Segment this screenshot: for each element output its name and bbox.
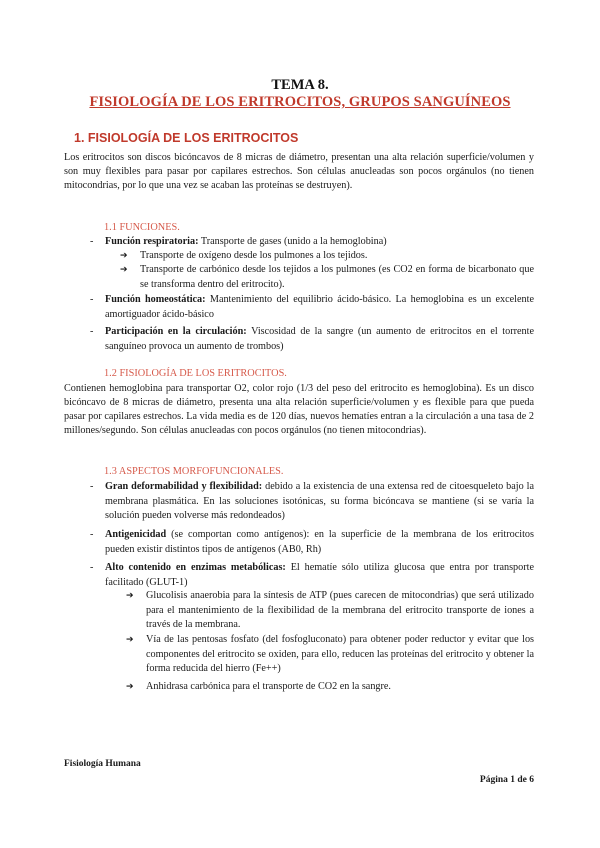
list-item [90,235,534,250]
arrow-icon: ➔ [126,591,134,601]
item-label: Gran deformabilidad y flexibilidad: [105,481,263,492]
dash-marker: - [90,562,94,573]
item-text: Mantenimiento del equilibrio ácido-básico. La hemoglobina es un excelente amortiguador ácido-básico [105,294,534,320]
sub-list-item [120,249,534,264]
arrow-icon: ➔ [120,251,128,261]
item-text: Transporte de gases (unido a la hemoglobina) [198,236,387,247]
subsection-heading-aspectos: 1.3 ASPECTOS MORFOFUNCIONALES. [104,466,284,477]
footer-page-number: Página 1 de 6 [479,775,534,785]
topic-number: TEMA 8. [271,77,329,93]
dash-marker: - [90,326,94,337]
sub-list-item [126,589,534,633]
arrow-icon: ➔ [126,682,134,692]
item-label: Función homeostática: [105,294,206,305]
intro-paragraph: Los eritrocitos son discos bicóncavos de 8 micras de diámetro, presentan una alta relación superficie/volumen y son muy flexibles para pasar por capilares estrechos. Son células anucleadas son pocos orgánulos (no tienen mitocondrias, por lo que una vez se acaban las proteínas se destruyen). [64,152,534,191]
list-item [90,325,534,354]
item-text: El hematíe sólo utiliza glucosa que entra por transporte facilitado (GLUT-1) [105,562,534,588]
dash-marker: - [90,529,94,540]
sub-item-text: Transporte de carbónico desde los tejidos a los pulmones (es CO2 en forma de bicarbonato que se transforma dentro del eritrocito). [140,264,534,290]
sub-item-text: Anhidrasa carbónica para el transporte de CO2 en la sangre. [146,681,391,692]
sub-list-item [126,633,534,677]
item-text: (se comportan como antígenos): en la superficie de la membrana de los eritrocitos pueden existir distintos tipos de antígenos (AB0, Rh) [105,529,534,555]
list-item [90,528,534,557]
list-item [90,561,534,590]
dash-marker: - [90,236,94,247]
sub-item-text: Glucolisis anaerobia para la síntesis de ATP (pues carecen de mitocondrias) que será utilizado para el mantenimiento de la flexibilidad de la membrana del eritrocito transporte de iones a través de la membrana. [146,590,534,630]
arrow-icon: ➔ [120,265,128,275]
dash-marker: - [90,481,94,492]
list-item [90,480,534,524]
item-text: Viscosidad de la sangre (un aumento de eritrocitos en el torrente sanguíneo provoca un aumento de trombos) [105,326,534,352]
item-label: Antigenicidad [105,529,167,540]
footer-course: Fisiología Humana [64,759,141,769]
fisiologia-paragraph: Contienen hemoglobina para transportar O2, color rojo (1/3 del peso del eritrocito es hemoglobina). Es un disco bicóncavo de 8 micras de diámetro, presenta una alta relación superficie/volumen y es flexible para que pueda pasar por capilares estrechos. La vida media es de 120 días, nuevos hematíes entran a la circulación a una tasa de 2 millones/segundo. Son células anucleadas con pocos orgánulos (no tienen mitocondrias). [64,383,534,436]
sub-item-text: Vía de las pentosas fosfato (del fosfogluconato) para obtener poder reductor y evitar que los componentes del eritrocito se oxiden, para ello, reducen las proteínas del eritrocito y obtener la forma reducida del hierro (Fe++) [146,634,534,674]
dash-marker: - [90,294,94,305]
arrow-icon: ➔ [126,635,134,645]
subsection-heading-fisiologia: 1.2 FISIOLOGÍA DE LOS ERITROCITOS. [104,368,287,379]
subsection-heading-funciones: 1.1 FUNCIONES. [104,222,180,233]
page-title: FISIOLOGÍA DE LOS ERITROCITOS, GRUPOS SANGUÍNEOS [89,94,511,110]
sub-list-item [120,263,534,292]
item-label: Alto contenido en enzimas metabólicas: [105,562,286,573]
list-item [90,293,534,322]
section-heading: 1. FISIOLOGÍA DE LOS ERITROCITOS [74,131,299,145]
item-text: debido a la existencia de una extensa red de citoesqueleto bajo la membrana plasmática. En las soluciones isotónicas, su forma bicóncava se mantiene (si se varía la solución pueden volverse más redondeados) [105,481,534,521]
item-label: Función respiratoria: [105,236,199,247]
sub-list-item [126,680,534,695]
sub-item-text: Transporte de oxígeno desde los pulmones a los tejidos. [140,250,368,261]
item-label: Participación en la circulación: [105,326,247,337]
